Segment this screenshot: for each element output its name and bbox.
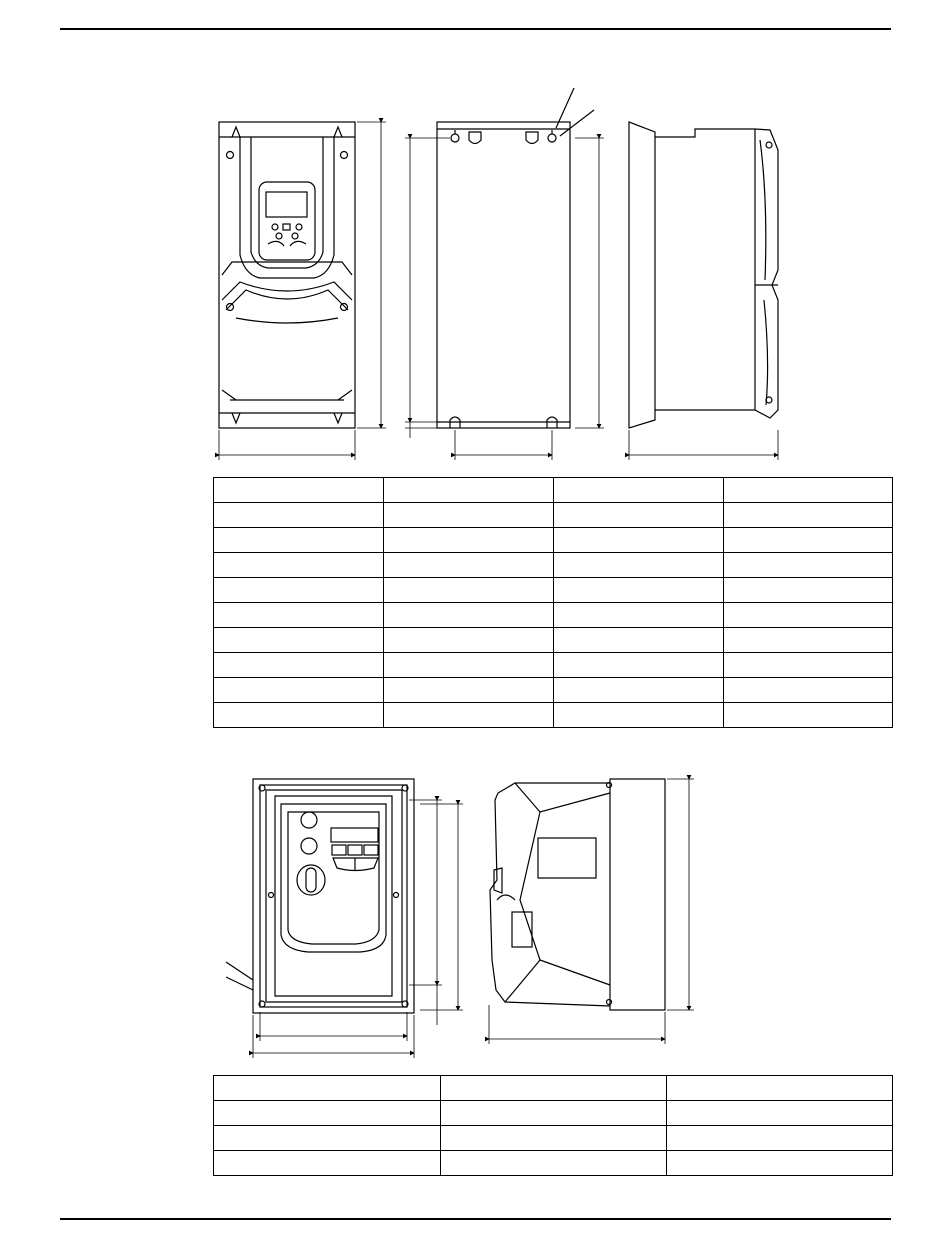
table-cell [214,1076,441,1101]
table-cell [214,528,384,553]
table-cell [214,1126,441,1151]
enclosure-front-view [226,779,414,1013]
table-cell [667,1151,893,1176]
table-cell [724,553,893,578]
table-cell [667,1101,893,1126]
table-cell [384,603,554,628]
table-cell [214,503,384,528]
table-cell [667,1126,893,1151]
table-cell [384,553,554,578]
table-cell [214,653,384,678]
dimensions-table-bottom [213,1075,893,1176]
table-cell [214,578,384,603]
table-cell [214,628,384,653]
table-row [214,653,893,678]
table-cell [724,478,893,503]
table-cell [441,1126,667,1151]
top-dimension-lines [219,122,778,460]
table-row [214,503,893,528]
table-cell [214,1151,441,1176]
table-cell [214,478,384,503]
table-row [214,478,893,503]
table-cell [554,528,724,553]
table-row [214,1151,893,1176]
table-cell [554,678,724,703]
table-cell [441,1076,667,1101]
table-row [214,678,893,703]
front-view-drawing [219,122,355,428]
table-cell [214,703,384,728]
table-cell [441,1101,667,1126]
table-cell [554,503,724,528]
table-row [214,703,893,728]
bottom-dimension-lines [253,779,694,1058]
table-cell [384,478,554,503]
table-row [214,1126,893,1151]
table-cell [554,603,724,628]
table-cell [214,678,384,703]
table-row [214,578,893,603]
table-cell [214,1101,441,1126]
table-cell [667,1076,893,1101]
table-cell [384,678,554,703]
table-cell [724,678,893,703]
table-row [214,628,893,653]
table-cell [724,703,893,728]
dimensions-table-top [213,477,893,728]
table-cell [384,503,554,528]
table-cell [554,703,724,728]
enclosure-side-view [490,779,665,1010]
side-view-drawing [629,122,778,428]
table-cell [554,578,724,603]
rear-view-drawing [437,88,594,428]
table-cell [214,603,384,628]
table-row [214,603,893,628]
table-cell [441,1151,667,1176]
table-cell [554,553,724,578]
table-row [214,1076,893,1101]
table-cell [724,653,893,678]
table-row [214,528,893,553]
table-cell [724,628,893,653]
table-cell [724,503,893,528]
table-cell [724,578,893,603]
table-cell [214,553,384,578]
table-cell [384,628,554,653]
table-row [214,553,893,578]
table-row [214,1101,893,1126]
table-cell [384,528,554,553]
table-cell [724,603,893,628]
table-cell [384,578,554,603]
table-cell [384,653,554,678]
table-cell [384,703,554,728]
table-cell [554,628,724,653]
table-cell [724,528,893,553]
table-cell [554,478,724,503]
table-cell [554,653,724,678]
